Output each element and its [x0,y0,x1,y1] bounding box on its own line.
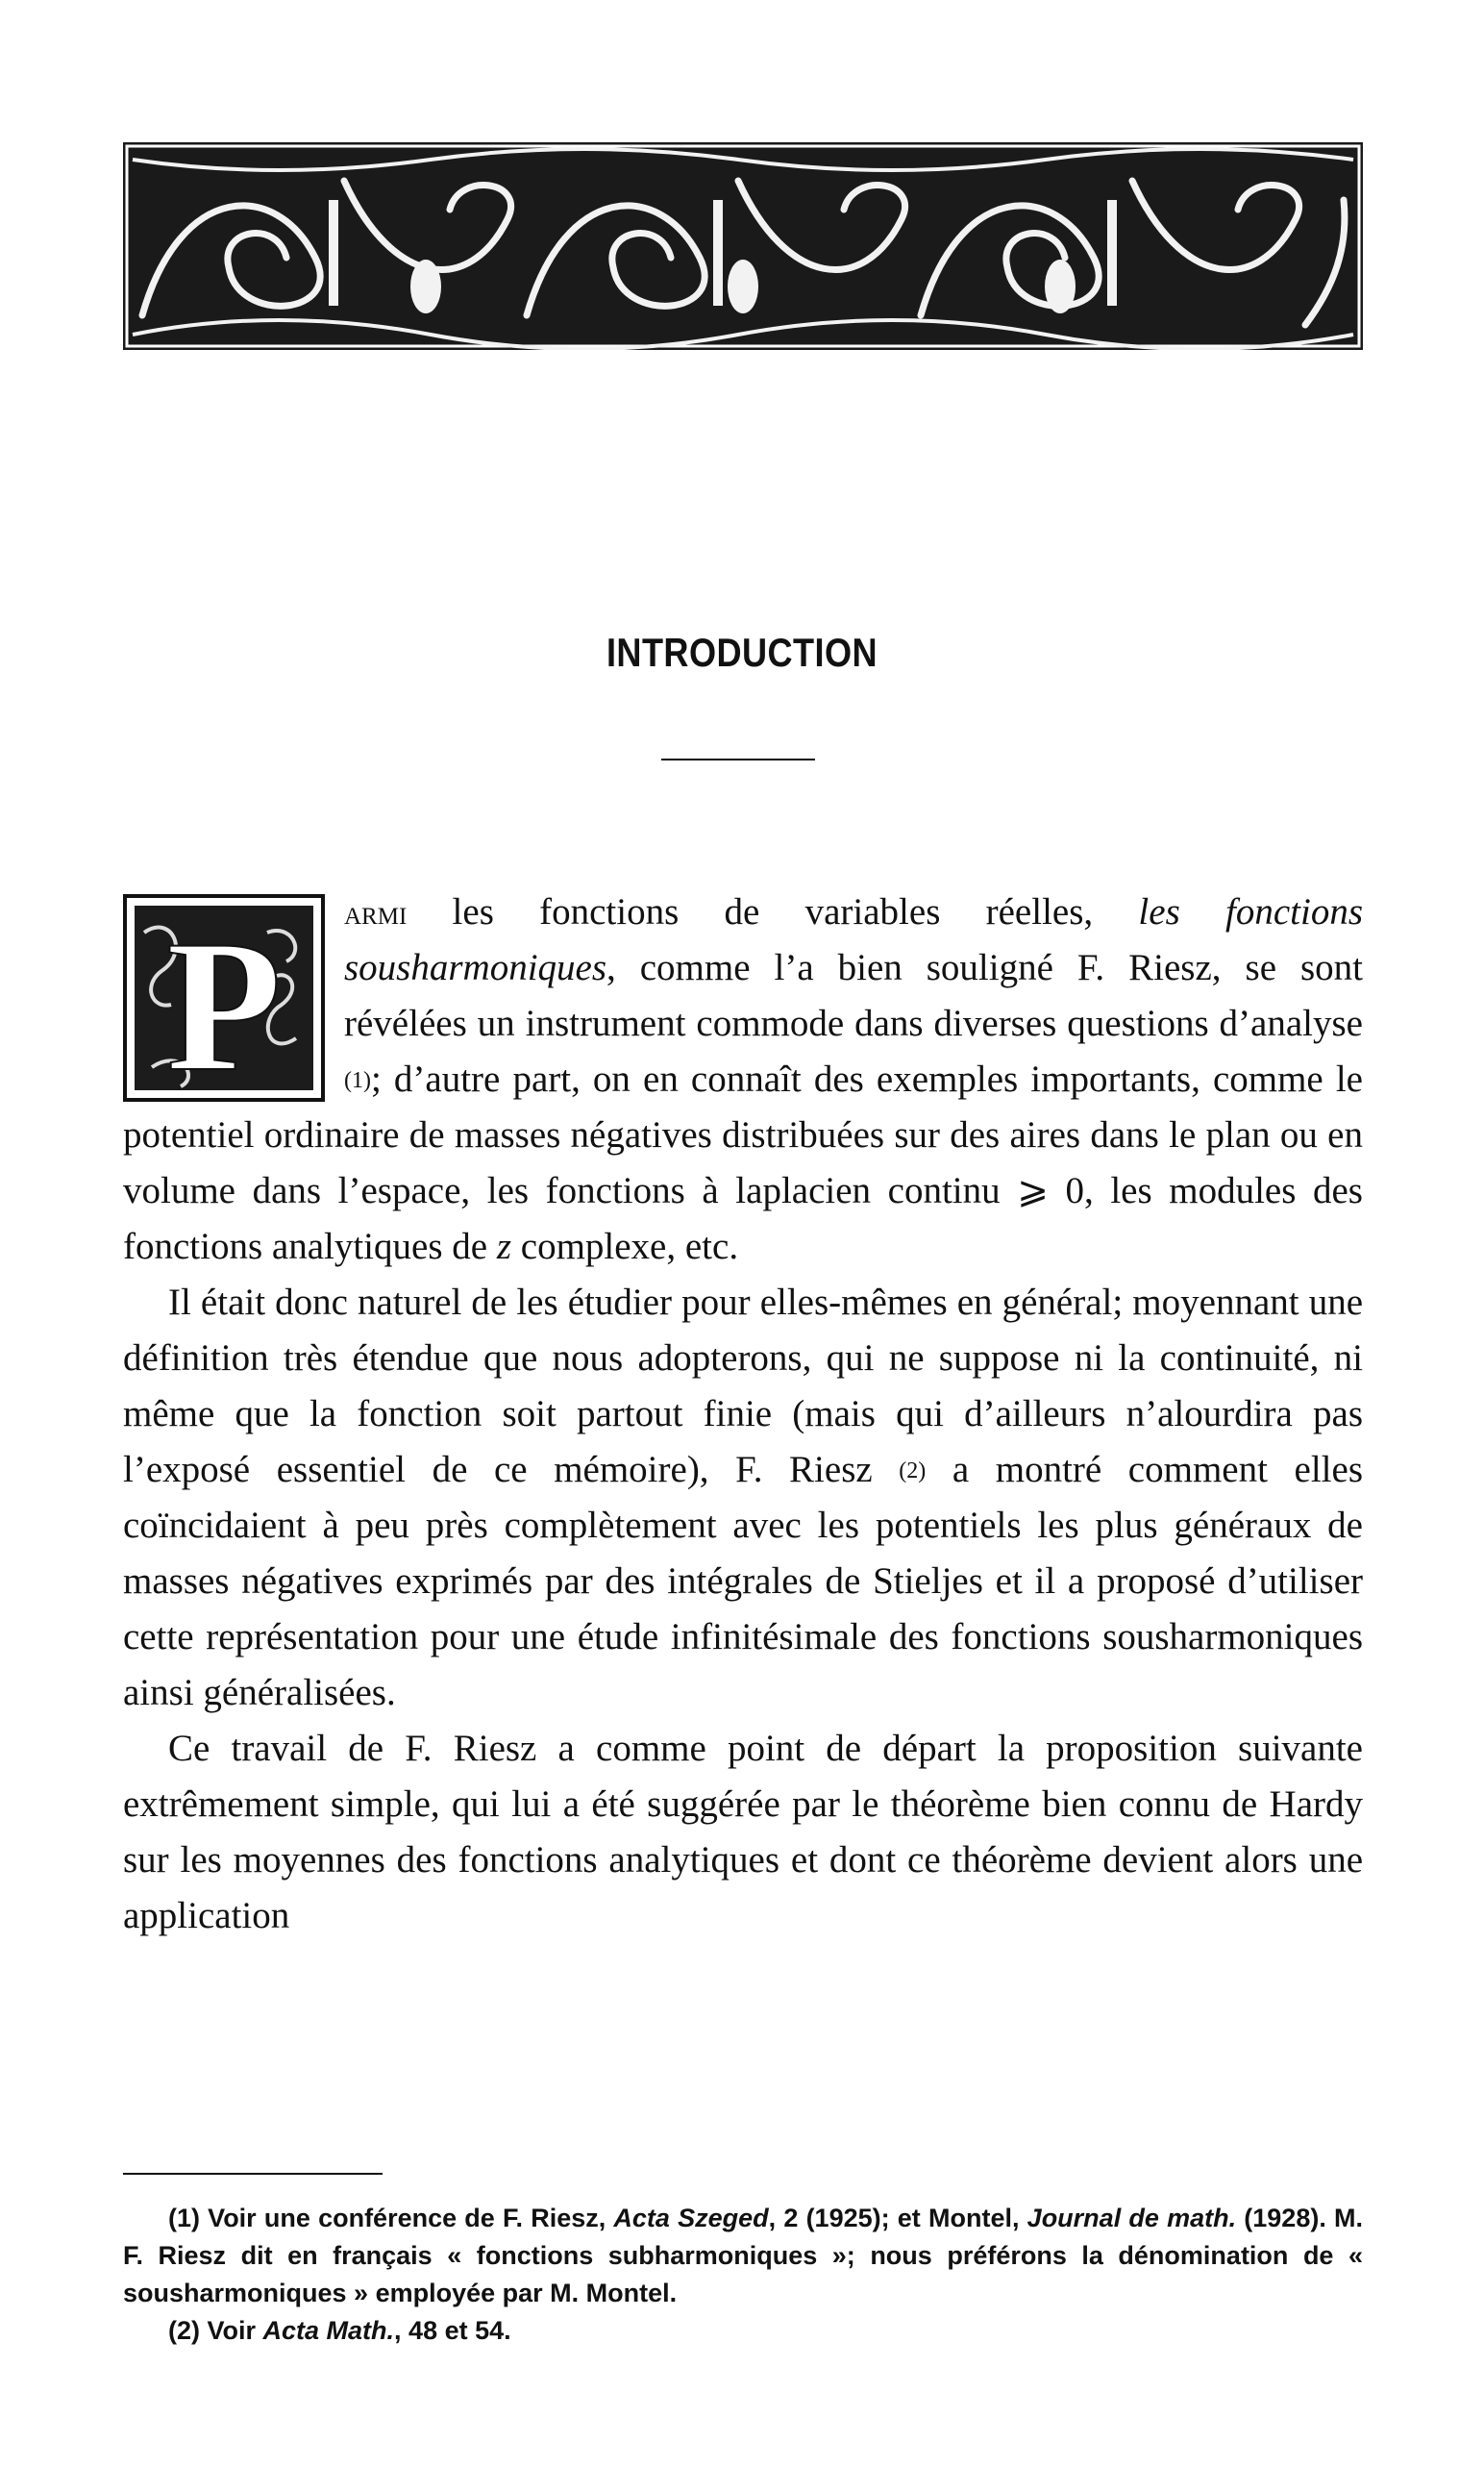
text-run: ; d’autre part, on en connaît des exemples importants, comme le potentiel ordinaire de masses négatives distribuées sur des aires dans le plan ou en volume dans l’espace, les fonctions à laplacien continu ⩾ 0, les modules des fonctions analytiques de [123,1059,1363,1267]
text-run: , comme l’a bien souligné F. Riesz, se sont révélées un instrument commode dans diverses questions d’analyse [344,947,1363,1044]
footnote-ref-1[interactable]: (1) [344,1068,371,1093]
citation-italic: Acta Szeged [613,2204,769,2232]
text-run: , 2 (1925); et Montel, [768,2204,1027,2232]
text-run: a montré comment elles coïncidaient à peu près complètement avec les potentiels les plus généraux de masses négatives exprimés par des intégrales de Stieljes et il a proposé d’utiliser cette représentation pour une étude infinitésimale des fonctions sousharmoniques ainsi généralisées. [123,1449,1363,1713]
footnote-divider [123,2173,383,2175]
footnote-ref-2[interactable]: (2) [899,1458,927,1483]
citation-italic: Acta Math. [262,2316,395,2345]
drop-cap-initial [123,894,325,1102]
lead-smallcaps: armi [344,893,408,932]
text-run: (2) Voir [168,2316,263,2345]
footnote-2 [123,2312,1363,2350]
text-run: complexe, etc. [511,1226,739,1267]
footnote-1 [123,2200,1363,2312]
italic-variable: z [496,1226,512,1267]
text-run: Ce travail de F. Riesz a comme point de départ la proposition suivante extrêmement simple, qui lui a été suggérée par le théorème bien connu de Hardy sur les moyennes des fonctions analytiques et dont ce théorème devient alors une application [123,1728,1363,1936]
footnotes [123,2200,1363,2350]
ornament-graphic [123,142,1363,350]
text-run: Il était donc naturel de les étudier pour elles-mêmes en général; moyennant une définition très étendue que nous adopterons, qui ne suppose ni la continuité, ni même que la fonction soit partout finie (mais qui d’ailleurs n’alourdira pas l’exposé essentiel de ce mémoire), F. Riesz [123,1282,1363,1490]
drop-cap-letter: P [166,902,282,1102]
text-run: (1) Voir une conférence de F. Riesz, [168,2204,614,2232]
title-divider [661,759,815,760]
main-text [123,885,1363,1944]
paragraph-3 [123,1721,1363,1944]
citation-italic: Journal de math. [1026,2204,1237,2232]
text-run: les fonctions de variables réelles, [407,891,1139,933]
ornamental-headpiece [123,142,1363,350]
text-run: (1928). M. F. Riesz dit en français « fonctions subharmoniques »; nous préférons la dénomination de « sousharmoniques » employée par M. Montel. [123,2204,1364,2307]
italic-term: les fonctions sousharmoniques [344,891,1363,988]
paragraph-1 [123,885,1363,1275]
page-title: INTRODUCTION [606,630,878,675]
paragraph-2 [123,1275,1363,1721]
text-run: , 48 et 54. [394,2316,511,2345]
drop-cap-graphic [123,894,325,1102]
